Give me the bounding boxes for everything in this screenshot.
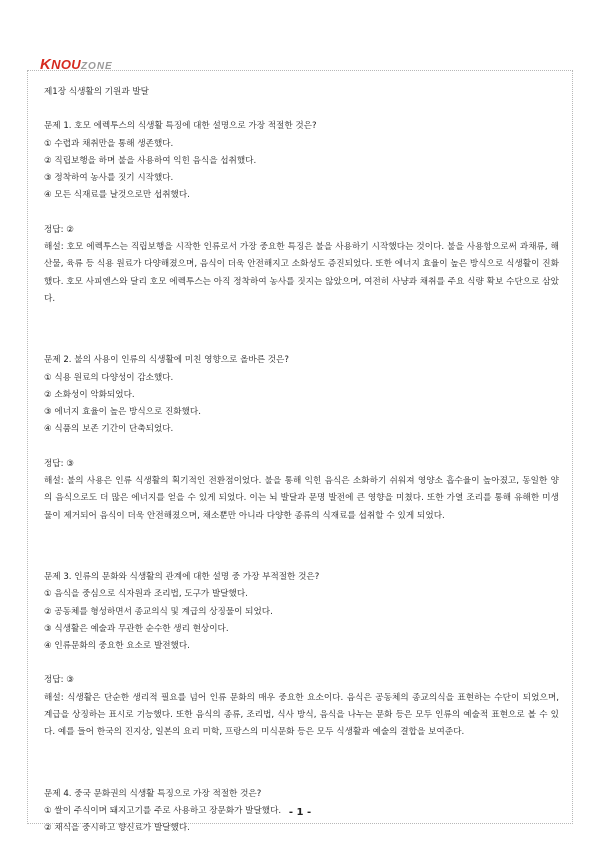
option-item: ① 수렵과 채취만을 통해 생존했다. (44, 138, 174, 149)
question-text: 문제 2. 불의 사용이 인류의 식생활에 미친 영향으로 올바른 것은? (44, 355, 289, 366)
question-block-1 (44, 118, 559, 308)
option-item: ② 채식을 중시하고 향신료가 발달했다. (44, 823, 190, 834)
question-text: 문제 1. 호모 에렉투스의 식생활 특징에 대한 설명으로 가장 적절한 것은? (44, 121, 317, 132)
option-item: ③ 식생활은 예술과 무관한 순수한 생리 현상이다. (44, 623, 229, 634)
logo-k: K (40, 56, 52, 73)
question-block-3 (44, 569, 559, 742)
option-item: ② 직립보행을 하며 불을 사용하여 익힌 음식을 섭취했다. (44, 155, 257, 166)
option-item: ① 음식을 중심으로 식자원과 조리법, 도구가 발달했다. (44, 589, 248, 600)
answer-text: 정답: ③ (44, 458, 74, 469)
logo-nou: NOU (51, 57, 81, 72)
option-item: ③ 에너지 효율이 높은 방식으로 진화했다. (44, 407, 201, 418)
logo-zone: ZONE (80, 61, 113, 72)
document-body (44, 84, 559, 838)
option-item: ④ 인류문화의 중요한 요소로 발전했다. (44, 641, 190, 652)
question-block-2 (44, 352, 559, 525)
option-item: ② 공동체를 형성하면서 종교의식 및 계급의 상징물이 되었다. (44, 606, 273, 617)
option-item: ④ 모든 식재료를 날것으로만 섭취했다. (44, 190, 190, 201)
page-number: - 1 - (288, 807, 312, 818)
explanation-text: 해설: 호모 에렉투스는 직립보행을 시작한 인류로서 가장 중요한 특징은 불을 사용하기 시작했다는 것이다. 불을 사용함으로써 과채류, 해산물, 육류 등 식용 원료가 다양해졌으며, 음식이 더욱 안전해지고 소화성도 증진되었다. 또한 에너지 효율이 높은 방식으로 식생활이 진화했다. 호모 사피엔스와 달리 호모 에렉투스는 아직 정착하여 농사를 짓지는 않았으며, 여전히 사냥과 채취를 주요 식량 확보 수단으로 삼았다. (44, 242, 559, 304)
option-item: ③ 정착하여 농사를 짓기 시작했다. (44, 173, 174, 184)
option-item: ① 식용 원료의 다양성이 감소했다. (44, 372, 174, 383)
chapter-title: 제1장 식생활의 기원과 발달 (44, 87, 149, 97)
answer-text: 정답: ③ (44, 675, 74, 686)
explanation-text: 해설: 불의 사용은 인류 식생활의 획기적인 전환점이었다. 불을 통해 익힌 음식은 소화하기 쉬워져 영양소 흡수율이 높아졌고, 동일한 양의 음식으로도 더 많은 에너지를 얻을 수 있게 되었다. 이는 뇌 발달과 문명 발전에 큰 영향을 미쳤다. 또한 가열 조리를 통해 유해한 미생물이 제거되어 음식이 더욱 안전해졌으며, 채소뿐만 아니라 다양한 종류의 식재료를 섭취할 수 있게 되었다. (44, 476, 559, 521)
option-item: ④ 식품의 보존 기간이 단축되었다. (44, 424, 174, 435)
answer-text: 정답: ② (44, 224, 74, 235)
explanation-text: 해설: 식생활은 단순한 생리적 필요를 넘어 인류 문화의 매우 중요한 요소이다. 음식은 공동체의 종교의식을 표현하는 수단이 되었으며, 계급을 상징하는 표시로 기능했다. 또한 음식의 종류, 조리법, 식사 방식, 음식을 나누는 문화 등은 모두 인류의 예술적 표현으로 볼 수 있다. 예를 들어 한국의 진지상, 일본의 요리 미학, 프랑스의 미식문화 등은 모두 식생활과 예술의 결합을 보여준다. (44, 692, 559, 738)
question-text: 문제 4. 중국 문화권의 식생활 특징으로 가장 적절한 것은? (44, 788, 262, 799)
question-text: 문제 3. 인류의 문화와 식생활의 관계에 대한 설명 중 가장 부적절한 것은? (44, 571, 320, 582)
option-item: ① 쌀이 주식이며 돼지고기를 주로 사용하고 장문화가 발달했다. (44, 805, 282, 816)
option-item: ② 소화성이 악화되었다. (44, 389, 135, 400)
